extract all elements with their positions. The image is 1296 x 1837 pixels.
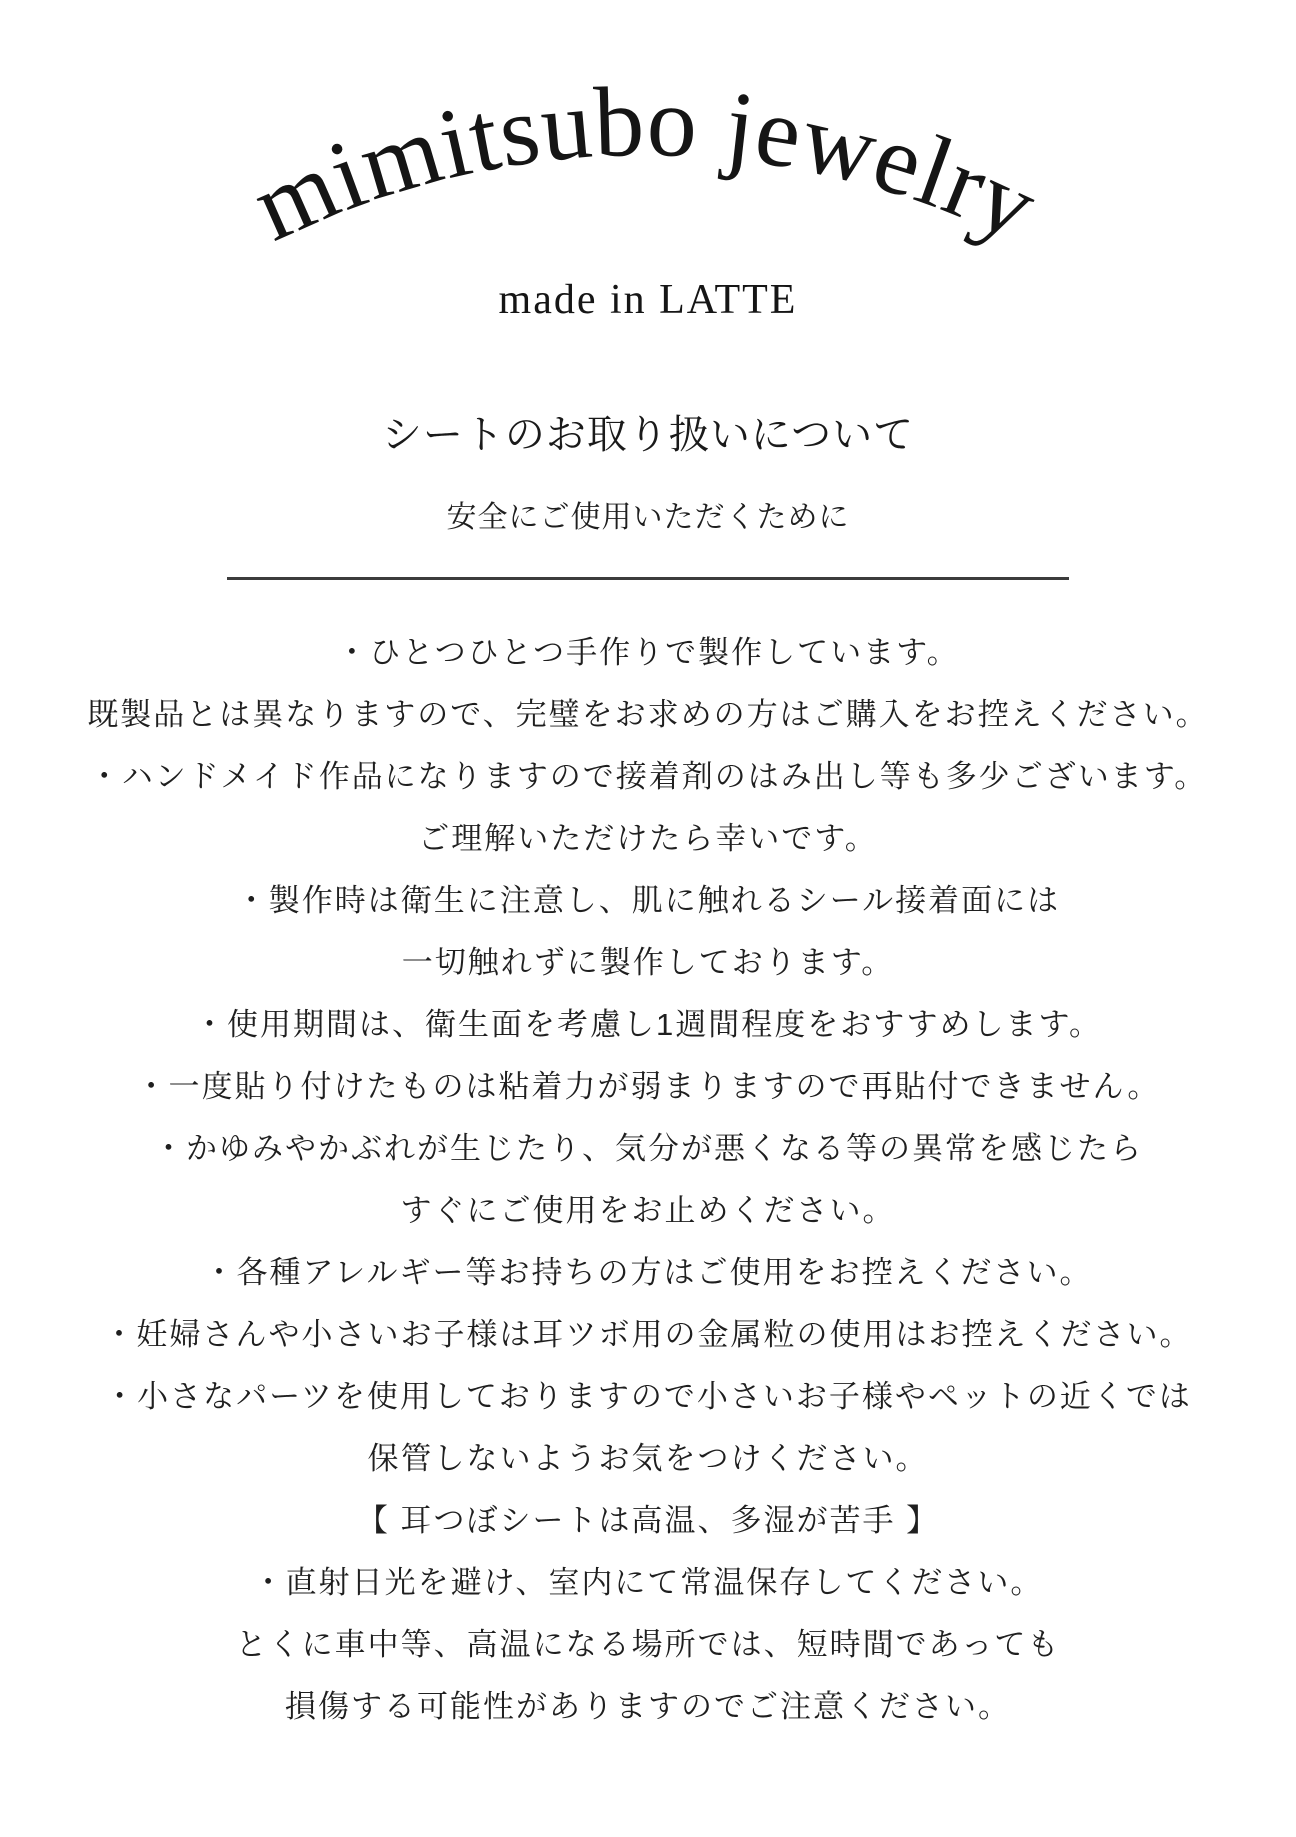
svg-text:mimitsubo jewelry bbox=[237, 66, 1054, 263]
note-line: すぐにご使用をお止めください。 bbox=[400, 1193, 896, 1228]
note-line: 【 耳つぼシートは高温、多湿が苦手 】 bbox=[356, 1503, 940, 1538]
brand-tagline: made in LATTE bbox=[498, 277, 798, 323]
page-title: シートのお取り扱いについて bbox=[381, 413, 915, 457]
note-line: ・かゆみやかぶれが生じたり、気分が悪くなる等の異常を感じたら bbox=[153, 1131, 1143, 1166]
note-line: とくに車中等、高温になる場所では、短時間であっても bbox=[235, 1627, 1061, 1662]
brand-logo-text: mimitsubo jewelry bbox=[237, 65, 1054, 263]
note-line: 既製品とは異なりますので、完璧をお求めの方はご購入をお控えください。 bbox=[87, 697, 1209, 732]
note-line: 一切触れずに製作しております。 bbox=[401, 945, 895, 980]
note-line: ・製作時は衛生に注意し、肌に触れるシール接着面には bbox=[235, 883, 1061, 918]
note-line: ・直射日光を避け、室内にて常温保存してください。 bbox=[252, 1565, 1044, 1600]
note-line: ・各種アレルギー等お持ちの方はご使用をお控えください。 bbox=[203, 1255, 1093, 1290]
note-line: ・一度貼り付けたものは粘着力が弱まりますので再貼付できません。 bbox=[135, 1069, 1161, 1104]
brand-logo-arc bbox=[0, 0, 1296, 323]
note-line: 損傷する可能性がありますのでご注意ください。 bbox=[285, 1689, 1011, 1724]
note-line: ・小さなパーツを使用しておりますので小さいお子様やペットの近くでは bbox=[104, 1379, 1192, 1414]
care-notes-list bbox=[0, 622, 1296, 1738]
note-line: ・ひとつひとつ手作りで製作しています。 bbox=[336, 635, 960, 670]
divider-line bbox=[227, 577, 1069, 580]
note-line: ・妊婦さんや小さいお子様は耳ツボ用の金属粒の使用はお控えください。 bbox=[103, 1317, 1193, 1352]
note-line: ・ハンドメイド作品になりますので接着剤のはみ出し等も多少ございます。 bbox=[88, 759, 1208, 794]
note-line: 保管しないようお気をつけください。 bbox=[367, 1441, 929, 1476]
note-line: ・使用期間は、衛生面を考慮し1週間程度をおすすめします。 bbox=[193, 1007, 1103, 1042]
note-line: ご理解いただけたら幸いです。 bbox=[418, 821, 878, 856]
page-subtitle: 安全にご使用いただくために bbox=[446, 501, 850, 534]
